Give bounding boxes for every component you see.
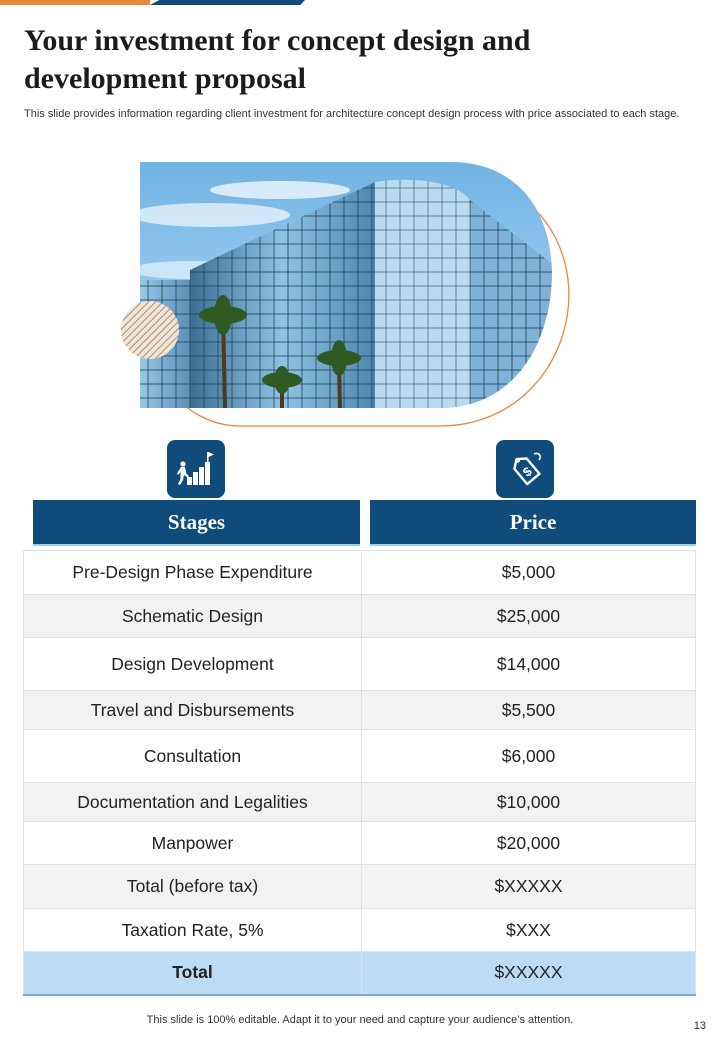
column-header-price: Price xyxy=(370,500,696,546)
stage-cell: Manpower xyxy=(24,822,362,865)
slide-title: Your investment for concept design and development proposal xyxy=(24,24,531,95)
price-cell: $10,000 xyxy=(362,783,696,822)
price-icon-box xyxy=(496,440,554,498)
price-cell: $XXXXX xyxy=(362,952,696,995)
slide-subtitle: This slide provides information regarding client investment for architecture concept design process with price associated to each stage. xyxy=(24,108,680,120)
price-cell: $25,000 xyxy=(362,595,696,638)
table-row xyxy=(24,909,696,952)
table-row xyxy=(24,822,696,865)
stage-cell: Pre-Design Phase Expenditure xyxy=(24,551,362,595)
table-row xyxy=(24,730,696,783)
stage-cell: Schematic Design xyxy=(24,595,362,638)
stage-cell: Total (before tax) xyxy=(24,865,362,909)
hero-building-image xyxy=(120,160,580,435)
price-cell: $6,000 xyxy=(362,730,696,783)
price-cell: $XXXXX xyxy=(362,865,696,909)
table-row xyxy=(24,595,696,638)
stage-cell: Travel and Disbursements xyxy=(24,691,362,730)
price-cell: $XXX xyxy=(362,909,696,952)
stage-cell: Documentation and Legalities xyxy=(24,783,362,822)
price-tag-icon xyxy=(506,450,544,488)
price-cell: $20,000 xyxy=(362,822,696,865)
svg-text:$: $ xyxy=(519,463,535,480)
stairs-flag-icon xyxy=(177,450,215,488)
price-cell: $5,500 xyxy=(362,691,696,730)
column-header-stages: Stages xyxy=(33,500,360,546)
page-number: 13 xyxy=(693,1020,706,1032)
table-row xyxy=(24,691,696,730)
stages-icon-box xyxy=(167,440,225,498)
table-row-total xyxy=(24,952,696,995)
investment-table xyxy=(23,550,696,996)
top-accent-bar-orange xyxy=(0,0,150,5)
table-row xyxy=(24,551,696,595)
stage-cell: Consultation xyxy=(24,730,362,783)
top-accent-bar-blue xyxy=(150,0,305,5)
price-cell: $14,000 xyxy=(362,638,696,691)
stage-cell: Taxation Rate, 5% xyxy=(24,909,362,952)
stage-cell: Design Development xyxy=(24,638,362,691)
footer-note: This slide is 100% editable. Adapt it to your need and capture your audience’s attention. xyxy=(146,1014,574,1026)
table-row xyxy=(24,638,696,691)
stage-cell: Total xyxy=(24,952,362,995)
table-row xyxy=(24,783,696,822)
table-row xyxy=(24,865,696,909)
price-cell: $5,000 xyxy=(362,551,696,595)
